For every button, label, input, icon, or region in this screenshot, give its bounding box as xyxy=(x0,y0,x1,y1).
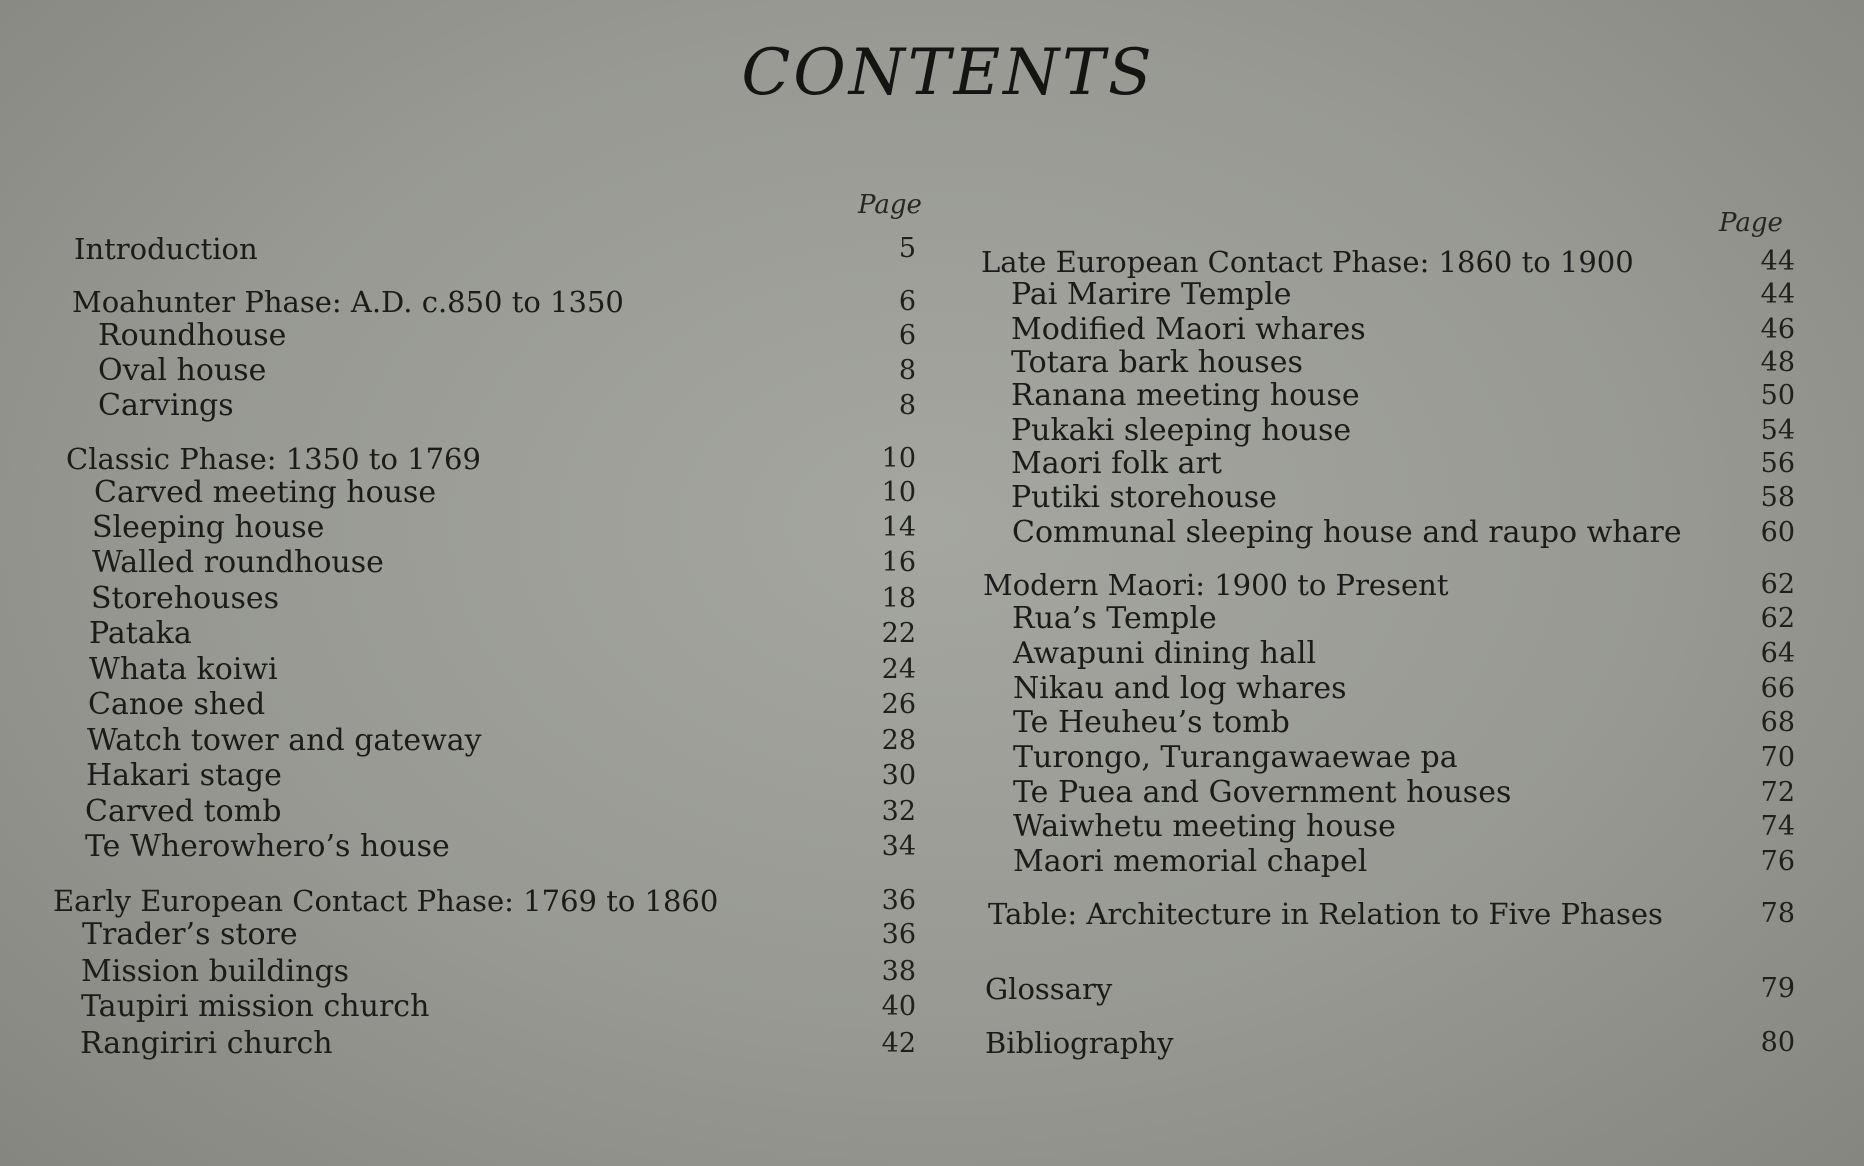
toc-entry-page-number: 26 xyxy=(881,689,916,720)
toc-entry-title: Waiwhetu meeting house xyxy=(1013,809,1396,844)
right-toc-entry xyxy=(1011,379,1795,413)
toc-entry-page-number: 80 xyxy=(1760,1027,1795,1058)
toc-entry-title: Oval house xyxy=(98,353,267,388)
toc-entry-page-number: 44 xyxy=(1760,246,1795,277)
left-toc-entry xyxy=(53,884,916,918)
toc-entry-title: Te Heuheu’s tomb xyxy=(1013,705,1290,740)
toc-entry-title: Nikau and log whares xyxy=(1013,671,1347,706)
toc-entry-page-number: 6 xyxy=(898,320,916,351)
toc-entry-title: Maori folk art xyxy=(1011,446,1222,481)
toc-entry-title: Roundhouse xyxy=(98,318,287,353)
left-toc-entry xyxy=(92,546,916,580)
toc-entry-title: Modified Maori whares xyxy=(1011,312,1366,347)
right-toc-entry xyxy=(985,1026,1795,1060)
toc-entry-title: Sleeping house xyxy=(92,510,325,545)
toc-entry-page-number: 16 xyxy=(881,547,916,578)
left-toc-entry xyxy=(80,1027,916,1061)
toc-entry-page-number: 62 xyxy=(1760,569,1795,600)
toc-entry-page-number: 34 xyxy=(881,831,916,862)
toc-entry-title: Walled roundhouse xyxy=(92,545,384,580)
right-toc-entry xyxy=(1011,481,1795,515)
toc-entry-title: Putiki storehouse xyxy=(1011,480,1277,515)
toc-entry-page-number: 36 xyxy=(881,919,916,950)
toc-entry-page-number: 46 xyxy=(1760,314,1795,345)
toc-entry-title: Totara bark houses xyxy=(1011,345,1303,380)
toc-entry-title: Ranana meeting house xyxy=(1011,378,1360,413)
toc-entry-title: Carved meeting house xyxy=(94,475,437,510)
toc-entry-title: Carved tomb xyxy=(85,794,282,829)
toc-entry-page-number: 62 xyxy=(1760,603,1795,634)
toc-entry-title: Classic Phase: 1350 to 1769 xyxy=(66,442,481,476)
right-toc-entry xyxy=(1011,414,1795,448)
toc-entry-page-number: 22 xyxy=(881,618,916,649)
left-toc-entry xyxy=(87,724,916,758)
toc-entry-page-number: 24 xyxy=(881,654,916,685)
toc-entry-page-number: 8 xyxy=(898,355,916,386)
left-toc-entry xyxy=(89,617,916,651)
toc-entry-title: Bibliography xyxy=(985,1026,1174,1060)
toc-entry-title: Late European Contact Phase: 1860 to 1900 xyxy=(981,245,1634,279)
right-toc-entry xyxy=(1011,447,1795,481)
right-toc-entry xyxy=(1011,278,1795,312)
toc-entry-title: Turongo, Turangawaewae pa xyxy=(1013,740,1458,775)
right-toc-entry xyxy=(981,245,1795,279)
toc-entry-page-number: 28 xyxy=(881,725,916,756)
right-toc-entry xyxy=(1013,706,1795,740)
left-toc-entry xyxy=(82,918,916,952)
toc-entry-page-number: 70 xyxy=(1760,742,1795,773)
toc-entry-title: Watch tower and gateway xyxy=(87,723,482,758)
toc-entry-title: Carvings xyxy=(98,388,234,423)
toc-entry-title: Glossary xyxy=(985,972,1113,1006)
left-page-column-label: Page xyxy=(858,190,922,220)
right-toc-entry xyxy=(1013,845,1795,879)
toc-entry-page-number: 42 xyxy=(881,1028,916,1059)
toc-entry-page-number: 58 xyxy=(1760,482,1795,513)
toc-entry-title: Hakari stage xyxy=(86,758,282,793)
toc-entry-page-number: 78 xyxy=(1760,898,1795,929)
toc-entry-page-number: 8 xyxy=(898,390,916,421)
right-toc-entry xyxy=(1011,346,1795,380)
right-toc-entry xyxy=(983,568,1795,602)
right-toc-entry xyxy=(1013,672,1795,706)
toc-entry-title: Taupiri mission church xyxy=(81,989,430,1024)
toc-entry-page-number: 18 xyxy=(881,583,916,614)
left-toc-entry xyxy=(72,285,916,319)
right-toc-entry xyxy=(1012,602,1795,636)
left-toc-entry xyxy=(88,688,916,722)
toc-entry-title: Pai Marire Temple xyxy=(1011,277,1292,312)
toc-entry-title: Communal sleeping house and raupo whare xyxy=(1012,515,1682,550)
toc-entry-page-number: 32 xyxy=(881,796,916,827)
left-toc-entry xyxy=(98,354,916,388)
toc-entry-page-number: 5 xyxy=(898,233,916,264)
toc-entry-page-number: 10 xyxy=(881,443,916,474)
toc-entry-title: Storehouses xyxy=(91,581,280,616)
toc-entry-page-number: 48 xyxy=(1760,347,1795,378)
toc-entry-title: Pataka xyxy=(89,616,192,651)
toc-entry-title: Rua’s Temple xyxy=(1012,601,1217,636)
right-toc-entry xyxy=(1013,741,1795,775)
toc-entry-page-number: 54 xyxy=(1760,415,1795,446)
toc-entry-page-number: 44 xyxy=(1760,279,1795,310)
left-toc-entry xyxy=(81,955,916,989)
toc-entry-page-number: 64 xyxy=(1760,638,1795,669)
right-toc-entry xyxy=(1013,637,1795,671)
toc-entry-title: Early European Contact Phase: 1769 to 1860 xyxy=(53,884,719,918)
toc-entry-page-number: 68 xyxy=(1760,707,1795,738)
toc-entry-title: Table: Architecture in Relation to Five Phases xyxy=(988,897,1663,931)
toc-entry-page-number: 76 xyxy=(1760,846,1795,877)
left-toc-entry xyxy=(74,232,916,266)
toc-entry-title: Te Wherowhero’s house xyxy=(85,829,450,864)
left-toc-entry xyxy=(86,759,916,793)
left-toc-entry xyxy=(92,511,916,545)
toc-entry-page-number: 74 xyxy=(1760,811,1795,842)
toc-entry-page-number: 56 xyxy=(1760,448,1795,479)
right-toc-entry xyxy=(988,897,1795,931)
toc-entry-page-number: 36 xyxy=(881,885,916,916)
toc-entry-page-number: 38 xyxy=(881,956,916,987)
toc-entry-title: Pukaki sleeping house xyxy=(1011,413,1352,448)
right-toc-entry xyxy=(1013,810,1795,844)
toc-entry-page-number: 66 xyxy=(1760,673,1795,704)
right-page-column-label: Page xyxy=(1719,208,1783,238)
right-toc-entry xyxy=(1011,313,1795,347)
toc-entry-page-number: 60 xyxy=(1760,517,1795,548)
toc-entry-page-number: 14 xyxy=(881,512,916,543)
toc-entry-page-number: 72 xyxy=(1760,777,1795,808)
page-title: CONTENTS xyxy=(741,36,1155,110)
right-toc-entry xyxy=(985,972,1795,1006)
toc-entry-title: Te Puea and Government houses xyxy=(1013,775,1512,810)
toc-entry-title: Rangiriri church xyxy=(80,1026,333,1061)
toc-entry-page-number: 79 xyxy=(1760,973,1795,1004)
toc-entry-title: Whata koiwi xyxy=(89,652,278,687)
toc-entry-page-number: 40 xyxy=(881,991,916,1022)
toc-entry-title: Maori memorial chapel xyxy=(1013,844,1368,879)
toc-entry-page-number: 6 xyxy=(898,286,916,317)
left-toc-entry xyxy=(85,830,916,864)
toc-entry-page-number: 50 xyxy=(1760,380,1795,411)
toc-entry-title: Moahunter Phase: A.D. c.850 to 1350 xyxy=(72,285,624,319)
left-toc-entry xyxy=(66,442,916,476)
toc-entry-page-number: 30 xyxy=(881,760,916,791)
left-toc-entry xyxy=(94,476,916,510)
left-toc-entry xyxy=(98,319,916,353)
left-toc-entry xyxy=(81,990,916,1024)
toc-entry-title: Modern Maori: 1900 to Present xyxy=(983,568,1449,602)
toc-entry-title: Mission buildings xyxy=(81,954,350,989)
right-toc-entry xyxy=(1012,516,1795,550)
left-toc-entry xyxy=(91,582,916,616)
toc-entry-page-number: 10 xyxy=(881,477,916,508)
toc-entry-title: Awapuni dining hall xyxy=(1013,636,1317,671)
toc-entry-title: Introduction xyxy=(74,232,258,266)
toc-entry-title: Canoe shed xyxy=(88,687,266,722)
toc-entry-title: Trader’s store xyxy=(82,917,298,952)
left-toc-entry xyxy=(89,653,916,687)
right-toc-entry xyxy=(1013,776,1795,810)
left-toc-entry xyxy=(85,795,916,829)
left-toc-entry xyxy=(98,389,916,423)
